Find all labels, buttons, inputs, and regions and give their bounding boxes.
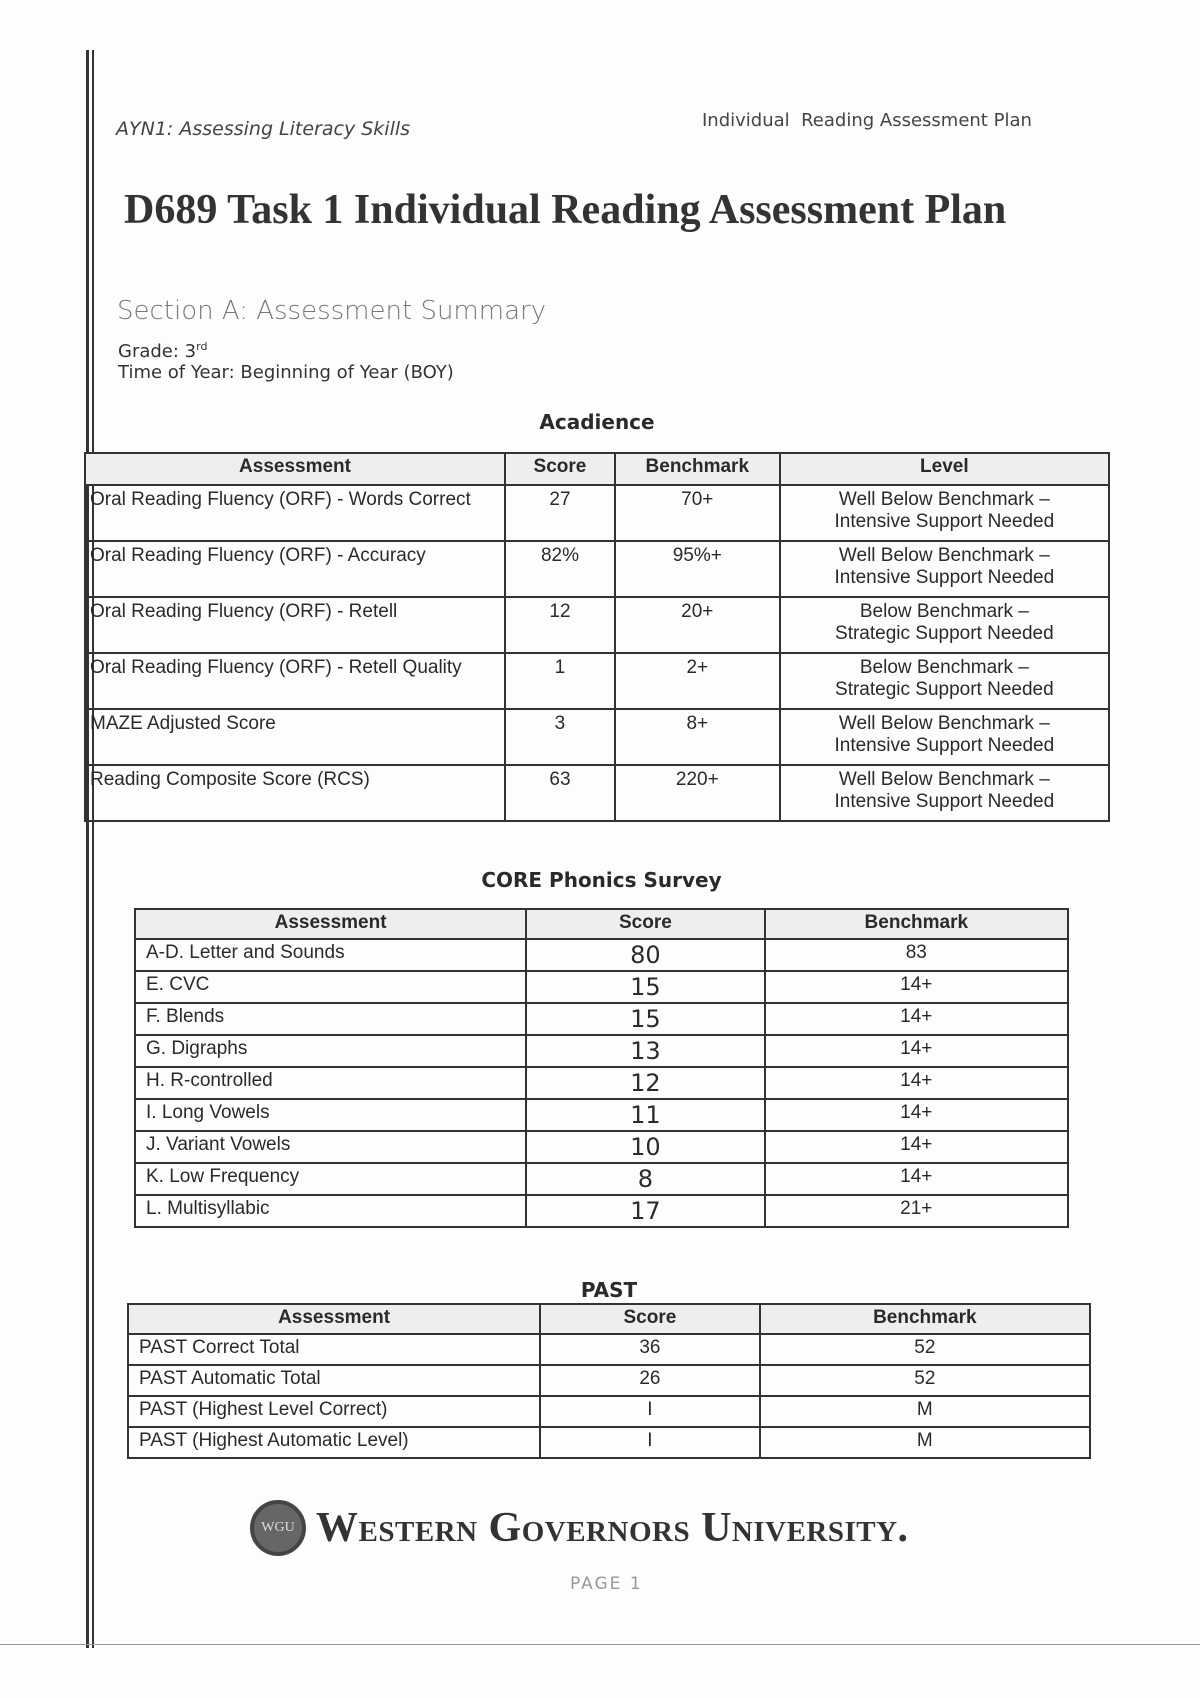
col-header: Benchmark (765, 909, 1068, 939)
level-line-2: Intensive Support Needed (834, 735, 1055, 756)
col-header: Benchmark (760, 1304, 1090, 1334)
table-row (85, 653, 1109, 709)
benchmark-cell: 2+ (615, 653, 780, 709)
level-line-2: Intensive Support Needed (834, 567, 1055, 588)
benchmark-cell: 14+ (765, 1035, 1068, 1067)
score-cell: 26 (540, 1365, 760, 1396)
table-row (128, 1334, 1090, 1365)
assessment-cell: PAST (Highest Automatic Level) (128, 1427, 540, 1458)
level-line-1: Below Benchmark – (859, 657, 1029, 678)
acadience-table (84, 452, 1110, 822)
level-cell (780, 541, 1109, 597)
table-row (135, 1099, 1068, 1131)
col-header: Benchmark (615, 453, 780, 485)
benchmark-cell: 52 (760, 1334, 1090, 1365)
score-cell: 12 (526, 1067, 764, 1099)
level-cell (780, 765, 1109, 821)
doc-type-header: Individual Reading Assessment Plan (702, 110, 1032, 131)
benchmark-cell: 8+ (615, 709, 780, 765)
benchmark-cell: 21+ (765, 1195, 1068, 1227)
score-cell: 80 (526, 939, 764, 971)
benchmark-cell: 220+ (615, 765, 780, 821)
table-row (135, 1035, 1068, 1067)
level-line-2: Intensive Support Needed (834, 791, 1055, 812)
benchmark-cell: 14+ (765, 1131, 1068, 1163)
table-row (135, 971, 1068, 1003)
course-header: AYN1: Assessing Literacy Skills (116, 118, 411, 140)
core-caption: CORE Phonics Survey (481, 868, 722, 892)
past-caption: PAST (580, 1278, 638, 1302)
col-header: Assessment (128, 1304, 540, 1334)
benchmark-cell: 52 (760, 1365, 1090, 1396)
benchmark-cell: 14+ (765, 1003, 1068, 1035)
acadience-caption: Acadience (539, 410, 655, 434)
benchmark-cell: 14+ (765, 1099, 1068, 1131)
wgu-seal-icon: WGU (250, 1500, 306, 1556)
level-line-1: Well Below Benchmark – (838, 545, 1050, 566)
col-header: Score (540, 1304, 760, 1334)
col-header: Level (780, 453, 1109, 485)
table-row (85, 485, 1109, 541)
table-row (135, 939, 1068, 971)
assessment-cell: G. Digraphs (135, 1035, 526, 1067)
level-line-1: Well Below Benchmark – (838, 769, 1050, 790)
table-row (135, 1003, 1068, 1035)
table-row (85, 597, 1109, 653)
assessment-cell: Oral Reading Fluency (ORF) - Words Correct (85, 485, 505, 541)
table-row (135, 1067, 1068, 1099)
past-table (127, 1303, 1091, 1459)
grade-sup: rd (196, 340, 208, 353)
page-number: PAGE 1 (570, 1574, 643, 1594)
assessment-cell: Oral Reading Fluency (ORF) - Accuracy (85, 541, 505, 597)
grade-label: Grade: 3 (118, 341, 197, 362)
page-edge (0, 1644, 1200, 1645)
assessment-cell: E. CVC (135, 971, 526, 1003)
benchmark-cell: 14+ (765, 1067, 1068, 1099)
assessment-cell: PAST (Highest Level Correct) (128, 1396, 540, 1427)
binding-line (92, 50, 94, 1648)
score-cell: 8 (526, 1163, 764, 1195)
score-cell: 3 (505, 709, 615, 765)
level-line-1: Well Below Benchmark – (838, 713, 1050, 734)
col-header: Assessment (135, 909, 526, 939)
level-cell (780, 653, 1109, 709)
benchmark-cell: 70+ (615, 485, 780, 541)
table-row (85, 541, 1109, 597)
table-row (135, 1131, 1068, 1163)
university-name: Western Governors University. (316, 1505, 909, 1551)
score-cell: 15 (526, 1003, 764, 1035)
score-cell: 17 (526, 1195, 764, 1227)
binding-line (86, 50, 89, 1648)
assessment-cell: A-D. Letter and Sounds (135, 939, 526, 971)
assessment-cell: I. Long Vowels (135, 1099, 526, 1131)
score-cell: 36 (540, 1334, 760, 1365)
benchmark-cell: M (760, 1396, 1090, 1427)
benchmark-cell: 14+ (765, 971, 1068, 1003)
time-of-year: Time of Year: Beginning of Year (BOY) (118, 362, 454, 383)
table-row (135, 1163, 1068, 1195)
assessment-cell: Oral Reading Fluency (ORF) - Retell Quality (85, 653, 505, 709)
level-line-2: Strategic Support Needed (835, 679, 1054, 700)
level-line-1: Well Below Benchmark – (838, 489, 1050, 510)
benchmark-cell: 83 (765, 939, 1068, 971)
benchmark-cell: 20+ (615, 597, 780, 653)
level-line-2: Intensive Support Needed (834, 511, 1055, 532)
score-cell: 82% (505, 541, 615, 597)
level-cell (780, 597, 1109, 653)
page-title: D689 Task 1 Individual Reading Assessment Plan (124, 187, 1007, 233)
score-cell: I (540, 1396, 760, 1427)
col-header: Assessment (85, 453, 505, 485)
col-header: Score (505, 453, 615, 485)
assessment-cell: L. Multisyllabic (135, 1195, 526, 1227)
assessment-cell: J. Variant Vowels (135, 1131, 526, 1163)
assessment-cell: MAZE Adjusted Score (85, 709, 505, 765)
assessment-cell: K. Low Frequency (135, 1163, 526, 1195)
score-cell: 63 (505, 765, 615, 821)
score-cell: 15 (526, 971, 764, 1003)
table-row (85, 709, 1109, 765)
score-cell: I (540, 1427, 760, 1458)
score-cell: 27 (505, 485, 615, 541)
table-row (135, 1195, 1068, 1227)
score-cell: 13 (526, 1035, 764, 1067)
assessment-cell: Reading Composite Score (RCS) (85, 765, 505, 821)
assessment-cell: Oral Reading Fluency (ORF) - Retell (85, 597, 505, 653)
score-cell: 12 (505, 597, 615, 653)
score-cell: 1 (505, 653, 615, 709)
assessment-cell: F. Blends (135, 1003, 526, 1035)
grade (118, 340, 207, 362)
level-cell (780, 485, 1109, 541)
col-header: Score (526, 909, 764, 939)
assessment-cell: PAST Correct Total (128, 1334, 540, 1365)
level-cell (780, 709, 1109, 765)
benchmark-cell: 14+ (765, 1163, 1068, 1195)
score-cell: 10 (526, 1131, 764, 1163)
level-line-1: Below Benchmark – (859, 601, 1029, 622)
table-row (128, 1427, 1090, 1458)
score-cell: 11 (526, 1099, 764, 1131)
table-row (128, 1365, 1090, 1396)
benchmark-cell: 95%+ (615, 541, 780, 597)
assessment-cell: PAST Automatic Total (128, 1365, 540, 1396)
core-phonics-table (134, 908, 1069, 1228)
level-line-2: Strategic Support Needed (835, 623, 1054, 644)
table-row (85, 765, 1109, 821)
section-heading: Section A: Assessment Summary (117, 296, 547, 326)
wgu-logo (250, 1500, 909, 1556)
benchmark-cell: M (760, 1427, 1090, 1458)
table-row (128, 1396, 1090, 1427)
assessment-cell: H. R-controlled (135, 1067, 526, 1099)
